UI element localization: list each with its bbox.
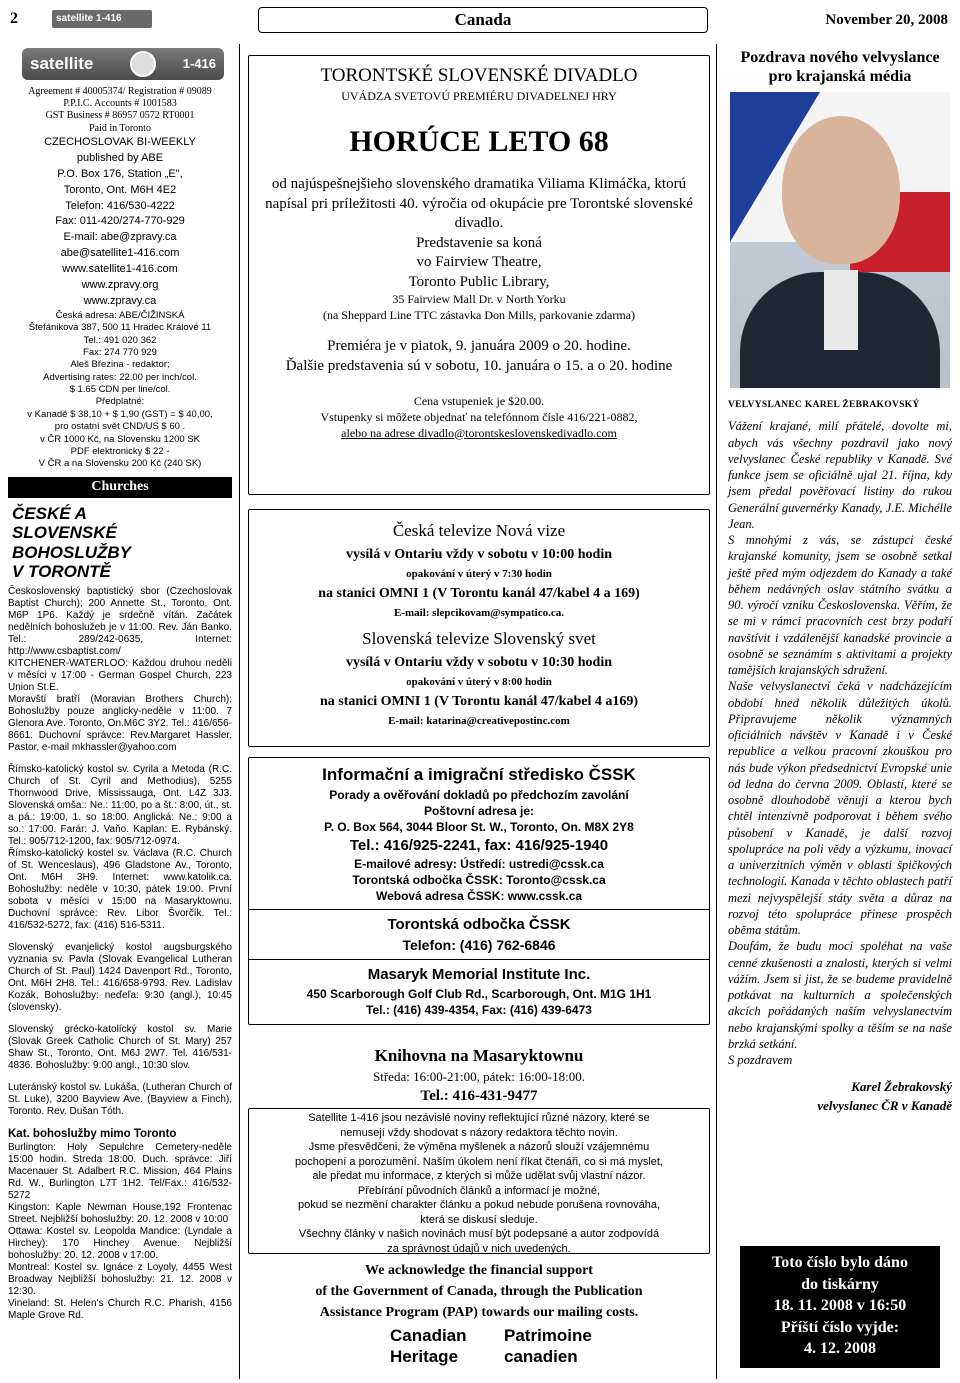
canadian-heritage-logo: Canadian Heritage Patrimoine canadien [390,1326,592,1367]
more-shows: Ďalšie predstavenia sú v sobotu, 10. januára o 15. a o 20. hodine [285,357,673,374]
church-entry: Římsko-katolický kostel sv. Václava (R.C. Church of St. Wenceslaus), 496 Gladstone Av., Toronto, Ont. M6H 3H9. Internet: www.katolik.ca. Bohoslužby: neděle v 10:30, pátek 19:00. První sobota v měsíci v 15:00 na Masaryktownu. Duchovní správce: Rev. Libor Švorčík. Tel.: 416/532-5272, fax: (416) 516-5311. [8,847,232,931]
pub-line: V ČR a na Slovensku 200 Kč (240 SK) [38,458,202,470]
logo-number: 1-416 [182,56,216,71]
pub-line: v ČR 1000 Kč, na Slovensku 1200 SK [39,433,200,445]
pub-line: Fax: 274 770 929 [83,347,157,359]
church-entry: Burlington: Holy Sepulchre Cemetery-neděle 15:00 hodin. Streda 18:00. Duch. správce: Jiří Macenauer St. Adalbert R.C. Mission, 464 Plains Rd. W., Burlington L7T 1H2. Tel/Fax.: 416/532-5272 [8,1141,232,1201]
church-entry: Slovenský grécko-katolícký kostol sv. Marie (Slovak Greek Catholic Church of St. Mary) 257 Shaw St., Toronto, Ont. M6J 2W7. Tel. 416/531-4836. Bohoslužby: 9:00 angl., 10:30 slov. [8,1023,232,1071]
pub-line: Štefánikova 387, 500 11 Hradec Králové 11 [28,322,212,334]
pub-line: published by ABE [76,151,164,164]
signature: Karel Žebrakovský velvyslanec ČR v Kanadě [817,1079,952,1113]
theatre-intro: od najúspešnejšieho slovenského dramatika Viliama Klimáčka, ktorú napísal pri príležitosti 40. výročia od okupácie pre Torontské slovenské divadlo. [265,176,693,232]
theatre-email-link[interactable]: alebo na adrese divadlo@torontskeslovenskedivadlo.com [341,425,617,440]
ambassador-letter: Vážení krajané, milí přátelé, dovolte mi, abych vás všechny pozdravil jako nový velvyslanec České republiky v Kanadě. Své funkce jsem se oficiálně ujal 21. října, kdy jsem předal pověřovací listiny do rukou Generální guvernérky Kanady, J.E. Michélle Jean. S mnohými z vás, se zástupci české krajanské komunity, jsem se osobně setkal ještě před mým odjezdem do Kanady a také během nedávných oslav státního svátku a 90. výročí vzniku Československa. Věřím, že se mi v rámci pracovních cest brzy podaří navštívit i vzdálenější kanadské provincie a osobně se seznámím s aktivitami a projekty tamějších krajanských sdružení. Naše velvyslanectví čeká v nadcházejícím období hned několik důležitých úkolů. Připravujeme několik významných oficiálních návštěv v Kanadě i v České republice a velkou pracovní zkouškou pro nás bude výkon předsednictví Evropské unie od ledna do června 2009. Oblastí, které se osobně dlouhodobě věnuji a kterou bych chtěl intenzivně podporovat i během svého působení v Kanadě, je další rozvoj spolupráce na poli vědy a výzkumu, inovací a univerzitních výměn v oblasti špičkových technologií. Kanada v těchto oblastech patří mezi nejvyspělejší státy světa a důraz na rozvoj této spolupráce přinese prospěch oběma státům. Doufám, že budu moci spoléhat na vaše cenné zkušenosti a znalosti, kterých si velmi vážím. Jsem si jist, že se budeme pravidelně potkávat na kulturních a společenských akcích pořádaných naším velvyslanectvím nebo krajanskými spolky a těším se na naše brzká setkání. S pozdravem [728,419,952,1068]
pub-line: PDF elektronicky $ 22 - [70,445,170,457]
pub-line: www.zpravy.org [81,279,159,292]
ambassador-headline: Pozdrava nového velvyslance pro krajanská média [740,49,940,86]
issue-date: November 20, 2008 [825,12,948,28]
pub-line: Aleš Březina - redaktor; [70,359,170,371]
pub-line: v Kanadě $ 38,10 + $ 1,90 (GST) = $ 40,00, [27,408,213,420]
pub-line: $ 1.65 CDN per line/col. [69,384,171,396]
pub-line: abe@satellite1-416.com [60,247,180,260]
church-entry: KITCHENER-WATERLOO: Každou druhou neděli v měsíci v 17:00 - German Gospel Church, 223 Union St.E. [8,657,232,693]
page-header [0,0,960,40]
satellite-logo [22,48,224,80]
church-entry: Kat. bohoslužby mimo Toronto [8,1127,177,1140]
theatre-title: TORONTSKÉ SLOVENSKÉ DIVADLO [320,65,638,86]
church-entry: Slovenský evanjelický kostol augsburgského vyznania sv. Pavla (Slovak Evangelical Lutheran Church of St. Paul) 1424 Davenport Rd., Toronto, Ont. M6H 2H8. Tel.: 416/658-9793. Rev. Ladislav Kozák, Bohoslužby: neďeľa: 9:30 (angl.), 10:45 (slovensky). [8,941,232,1013]
play-title: HORÚCE LETO 68 [349,125,609,159]
pub-line: Agreement # 40005374/ Registration # 09089 [28,86,212,97]
pub-line: Fax: 011-420/274-770-929 [55,215,185,228]
pub-line: Toronto, Ont. M6H 4E2 [63,183,177,196]
header-logo: satellite 1-416 [52,10,152,28]
publisher-info [8,86,232,471]
column-divider-right [716,44,717,1379]
left-column [8,44,232,1322]
theatre-ad: TORONTSKÉ SLOVENSKÉ DIVADLO UVÁDZA SVETOVÚ PREMIÉRU DIVADELNEJ HRY HORÚCE LETO 68 od najúspešnejšieho slovenského dramatika Viliama Klimáčka, ktorú napísal pri príležitosti 40. výročia od okupácie pre Torontské slovenské divadlo. Predstavenie sa koná vo Fairview Theatre, Toronto Public Library, 35 Fairview Mall Dr. v North Yorku (na Sheppard Line TTC zástavka Don Mills, parkovanie zdarma) Premiéra je v piatok, 9. januára 2009 o 20. hodine. Ďalšie predstavenia sú v sobotu, 10. januára o 15. a o 20. hodine Cena vstupeniek je $20.00. Vstupenky si môžete objednať na telefónnom čísle 416/221-0882, alebo na adrese divadlo@torontskeslovenskedivadlo.com [248,55,710,495]
pub-line: P.P.I.C. Accounts # 1001583 [63,98,177,110]
churches-title: ČESKÉ A SLOVENSKÉ BOHOSLUŽBY V TORONTĚ [12,503,131,582]
pub-line: Telefon: 416/530-4222 [65,199,175,212]
globe-icon [130,51,156,77]
acknowledgement: We acknowledge the financial support of the Government of Canada, through the Publication Assistance Program (PAP) towards our mailing costs. [315,1263,643,1320]
church-entry: Luteránský kostol sv. Lukáša, (Lutheran Church of St. Luke), 3200 Bayview Ave. (Bayview a Finch), Toronto. Rev. Dušan Tóth. [8,1081,232,1117]
theatre-subtitle: UVÁDZA SVETOVÚ PREMIÉRU DIVADELNEJ HRY [341,88,617,103]
library-ad: Knihovna na Masaryktownu Středa: 16:00-21:00, pátek: 16:00-18:00. Tel.: 416-431-9477 [373,1046,585,1104]
section-title: Canada [258,7,708,33]
church-entry: Moravští bratří (Moravian Brothers Church); Bohoslužby pouze anglicky-neděle v 11:00. 7 Glenora Ave. Toronto, On.M6C 3Y2. Tel.: 416/656-8661. Duchovní správce: Rev.Margaret Hassler, Pastor, e-mail mkhassler@yahoo.com [8,693,232,753]
pub-line: GST Business # 86957 0572 RT0001 [45,110,195,122]
pub-line: P.O. Box 176, Station „E", [57,167,183,180]
pub-line: E-mail: abe@zpravy.ca [63,231,177,244]
premiere: Premiéra je v piatok, 9. januára 2009 o 20. hodine. [327,338,631,355]
pub-line: www.satellite1-416.com [62,263,178,276]
tv-ad: Česká televize Nová vize vysílá v Ontariu vždy v sobotu v 10:00 hodin opakování v úterý v 7:30 hodin na stanici OMNI 1 (V Torontu kanál 47/kabel 4 a 169) E-mail: slepcikovam@sympatico.ca. Slovenská televize Slovenský svet vysílá v Ontariu vždy v sobotu v 10:30 hodin opakování v úterý v 8:00 hodin na stanici OMNI 1 (V Torontu kanál 47/kabel 4 a169) E-mail: katarina@creativepostinc.com [248,509,710,747]
pub-line: Předplatné: [95,396,145,408]
column-divider-left [239,44,240,1379]
photo-caption: VELVYSLANEC KAREL ŽEBRAKOVSKÝ [728,400,920,411]
church-entry: Římsko-katolický kostol sv. Cyrila a Metoda (R.C. Church of St. Cyril and Methodius), 5255 Thornwood Drive, Mississauga, Ont. L4Z 3J3. Slovenská omša:: Ne.: 11:00, po a št.: 8:00, út., st. a pá.: 19:00, 1. so 18:00. Anglická: Ne.: 9:00 a so.: 17:00. Farár: J. Vaňo. Kaplan: E. Rybánský. Tel.: 905/712-1200, fax: 905/712-0974. [8,763,232,847]
church-entry: Československý baptistický sbor (Czechoslovak Baptist Church); 200 Annette St., Toronto, Ont. M6P 1P6. Každý je srdečně vítán. Začátek nedělních bohoslužeb je v 11:00. Rev. Ján Banko. Tel.: 289/242-0635, Internet: http://www.csbaptist.com/ [8,585,232,657]
pub-line: Paid in Toronto [89,122,151,134]
church-entry: Kingston: Kaple Newman House,192 Frontenac Street. Nejbližší bohoslužby: 20. 12. 2008 v 10:00 [8,1201,232,1225]
print-info-box: Toto číslo bylo dáno do tiskárny 18. 11. 2008 v 16:50 Příští číslo vyjde: 4. 12. 2008 [740,1246,940,1368]
church-entry: Ottawa: Kostel sv. Leopolda Mandice: (Lyndale a Hirchey): 170 Hinchey Avenue. Nejbližší bohoslužby: 20. 12. 2008 v 17:00. [8,1225,232,1261]
church-entry: Montreal: Kostel sv. Ignáce z Loyoly, 4455 West Broadway Nejbližší bohoslužby: 21. 12. 2008 v 12:30. [8,1261,232,1297]
church-list [8,586,232,1322]
churches-heading: Churches [8,477,232,498]
pub-line: Advertising rates: 22.00 per inch/col. [43,371,197,383]
page-number: 2 [10,10,18,27]
ambassador-photo [730,92,950,388]
pub-line: Tel.: 491 020 362 [83,334,157,346]
pub-line: Česká adresa: ABE/ČIŽINSKÁ [55,310,185,322]
right-column [724,44,956,1115]
pub-line: CZECHOSLOVAK BI-WEEKLY [44,135,196,148]
church-entry: Vineland: St. Helen's Church R.C. Pharish, 4156 Maple Grove Rd. [8,1297,232,1321]
about-box: Satellite 1-416 jsou nezávislé noviny reflektující různé názory, které se nemusejí vždy shodovat s názory redaktora těchto novin. Jsme přesvědčeni, že výměna myšlenek a názorů slouží vzájemnému pochopení a porozumění. Naším úkolem není říkat čtenáři, co si má myslet, ale předat mu informace, z kterých si může udělat svůj vlastní názor. Přebírání původních článků a informací je možné, pokud se nezmění charakter článku a pokud nebude porušena rovnováha, která se diskusí sleduje. Všechny články v našich novinách musí být podepsané a autor zodpovídá za správnost údajů v nich uvedených. [248,1108,710,1254]
cssk-ad: Informační a imigrační středisko ČSSK Porady a ověřování dokladů po předchozím zavolání Poštovní adresa je: P. O. Box 564, 3044 Bloor St. W., Toronto, On. M8X 2Y8 Tel.: 416/925-2241, fax: 416/925-1940 E-mailové adresy: Ústředí: ustredi@cssk.ca Torontská odbočka ČSSK: Toronto@cssk.ca Webová adresa ČSSK: www.cssk.ca Torontská odbočka ČSSK Telefon: (416) 762-6846 Masaryk Memorial Institute Inc. 450 Scarborough Golf Club Rd., Scarborough, Ont. M1G 1H1 Tel.: (416) 439-4354, Fax: (416) 439-6473 [248,757,710,1025]
pub-line: www.zpravy.ca [83,295,157,308]
logo-name: satellite [30,54,94,73]
pub-line: pro ostatní svět CND/US $ 60 . [54,421,186,433]
